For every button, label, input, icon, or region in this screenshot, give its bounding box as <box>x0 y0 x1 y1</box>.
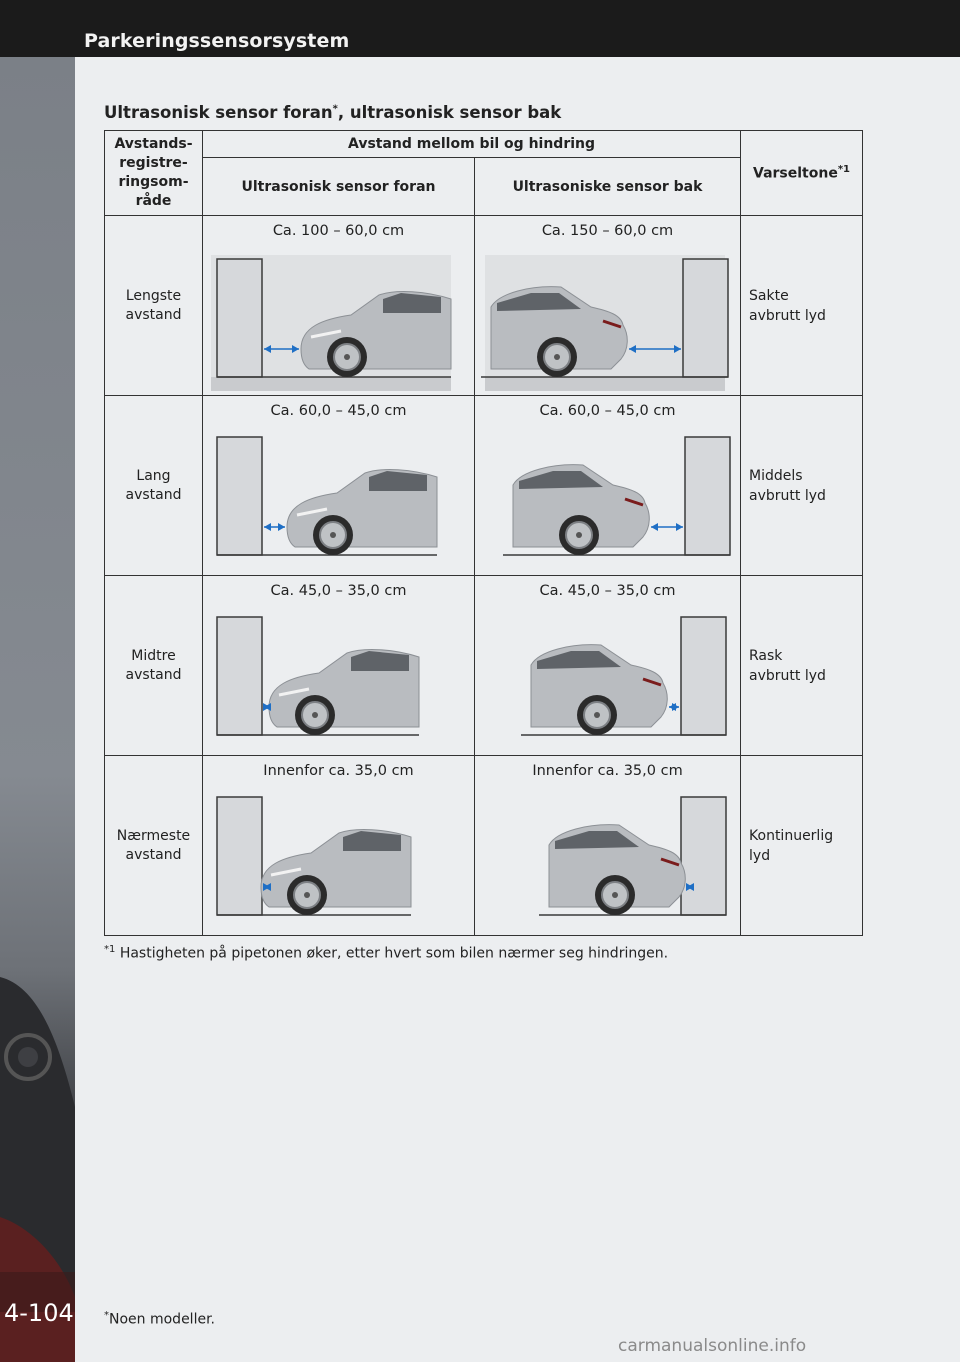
car-image <box>549 824 685 914</box>
zone-label: Lang avstand <box>105 396 203 576</box>
zone-label: Midtre avstand <box>105 576 203 756</box>
distance-label: Ca. 60,0 – 45,0 cm <box>270 402 407 419</box>
obstacle-wall <box>683 259 728 377</box>
obstacle-wall <box>217 617 262 735</box>
header-rear-sensor: Ultrasoniske sensor bak <box>475 158 741 216</box>
zone-label: Lengste avstand <box>105 216 203 396</box>
car-image <box>531 644 667 734</box>
header-title: Parkeringssensorsystem <box>84 30 350 52</box>
front-diagram <box>203 217 475 395</box>
obstacle-wall <box>217 797 262 915</box>
zone-label: Nærmeste avstand <box>105 756 203 936</box>
front-sensor-cell <box>203 756 475 936</box>
car-interior-image <box>0 57 75 1362</box>
car-image <box>261 829 411 914</box>
distance-table <box>104 130 863 936</box>
rear-diagram <box>475 757 741 935</box>
warning-sound: Middels avbrutt lyd <box>741 396 863 576</box>
arrow-head-left <box>651 523 658 531</box>
header-zone: Avstands- registre- ringsom- råde <box>105 131 203 216</box>
rear-sensor-cell <box>475 396 741 576</box>
distance-label: Innenfor ca. 35,0 cm <box>263 762 414 779</box>
distance-label: Ca. 60,0 – 45,0 cm <box>539 402 676 419</box>
warning-sound: Kontinuerlig lyd <box>741 756 863 936</box>
front-sensor-cell <box>203 576 475 756</box>
page-number: 4-104 <box>4 1299 74 1327</box>
obstacle-wall <box>217 259 262 377</box>
car-image <box>269 649 419 734</box>
ground <box>211 377 451 391</box>
front-sensor-cell <box>203 396 475 576</box>
header-distance: Avstand mellom bil og hindring <box>203 131 741 158</box>
front-diagram <box>203 757 475 935</box>
arrow-head-left <box>264 523 271 531</box>
obstacle-wall <box>217 437 262 555</box>
section-title: Ultrasonisk sensor foran*, ultrasonisk sensor bak <box>104 103 562 122</box>
front-diagram <box>203 397 475 575</box>
distance-label: Innenfor ca. 35,0 cm <box>532 762 683 779</box>
rear-diagram <box>475 577 741 755</box>
obstacle-wall <box>681 797 726 915</box>
front-diagram <box>203 577 475 755</box>
models-note: *Noen modeller. <box>104 1310 215 1328</box>
warning-sound: Rask avbrutt lyd <box>741 576 863 756</box>
rear-sensor-cell <box>475 576 741 756</box>
header-front-sensor: Ultrasonisk sensor foran <box>203 158 475 216</box>
header-warning: Varseltone$^{*1}$ <box>741 131 863 216</box>
rear-diagram <box>475 397 741 575</box>
ground <box>485 377 725 391</box>
watermark: carmanualsonline.info <box>618 1336 807 1356</box>
obstacle-wall <box>681 617 726 735</box>
distance-label: Ca. 150 – 60,0 cm <box>541 222 674 239</box>
arrow-head-right <box>278 523 285 531</box>
distance-label: Ca. 45,0 – 35,0 cm <box>270 582 407 599</box>
car-image <box>513 464 649 554</box>
distance-label: Ca. 45,0 – 35,0 cm <box>539 582 676 599</box>
obstacle-wall <box>685 437 730 555</box>
footnote: $^{*1}$ Hastigheten på pipetonen øker, etter hvert som bilen nærmer seg hindringen. <box>104 944 669 962</box>
car-image <box>287 469 437 554</box>
arrow-head-right <box>676 523 683 531</box>
header-bar <box>0 0 960 57</box>
warning-sound: Sakte avbrutt lyd <box>741 216 863 396</box>
distance-label: Ca. 100 – 60,0 cm <box>272 222 405 239</box>
rear-diagram <box>475 217 741 395</box>
rear-sensor-cell <box>475 216 741 396</box>
front-sensor-cell <box>203 216 475 396</box>
rear-sensor-cell <box>475 756 741 936</box>
sidebar-photo-strip <box>0 57 75 1362</box>
